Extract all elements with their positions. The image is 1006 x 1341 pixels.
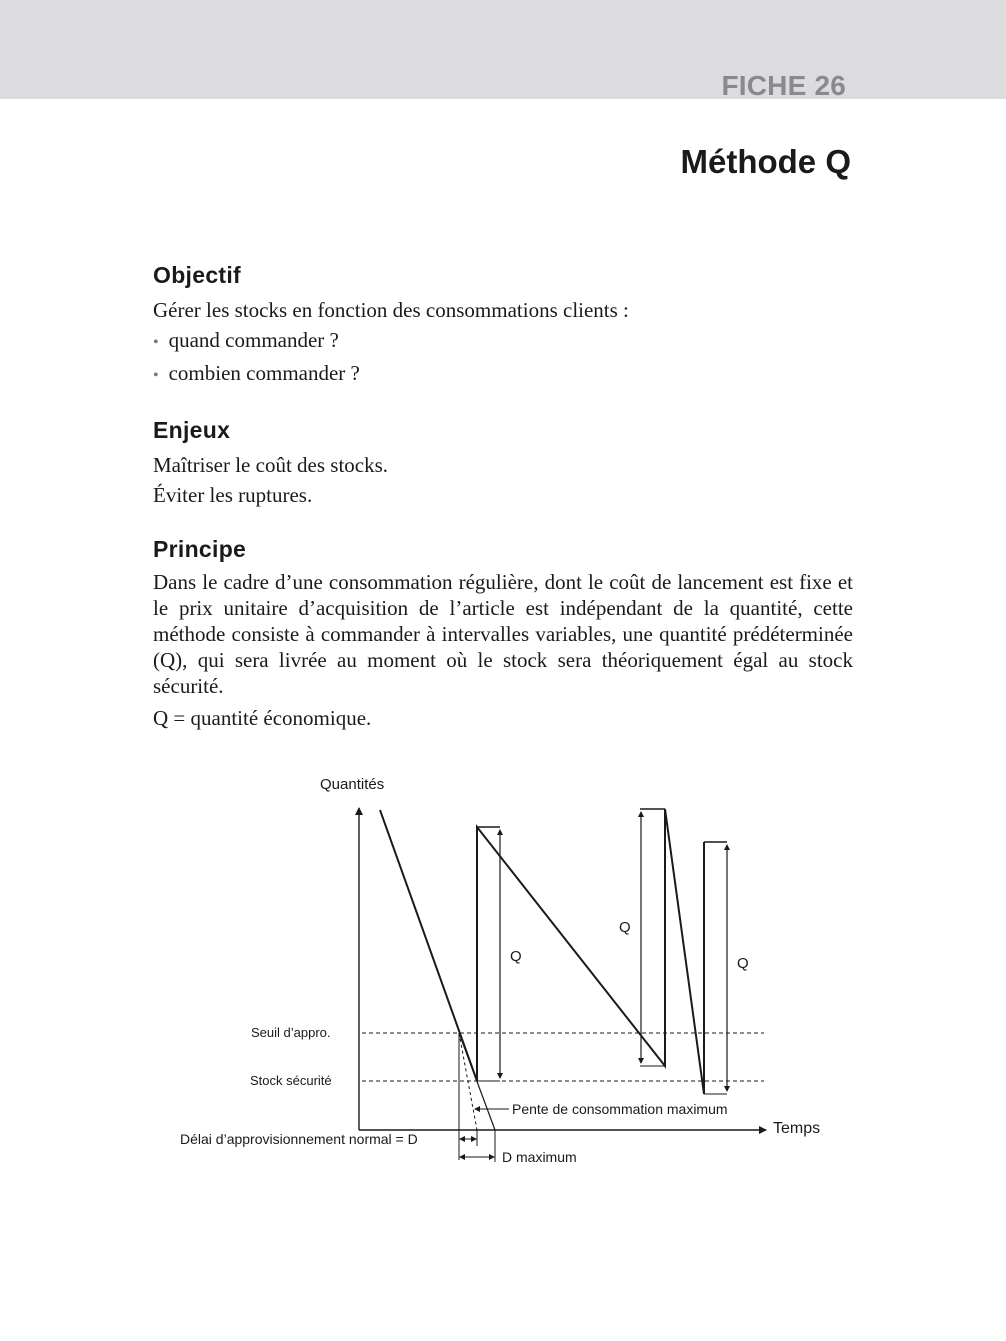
bullet-icon: • (153, 334, 159, 351)
pente-label: Pente de consommation maximum (512, 1101, 728, 1117)
enjeux-line: Éviter les ruptures. (153, 483, 313, 507)
stock-securite-label: Stock sécurité (250, 1073, 332, 1088)
max-slope (459, 1033, 495, 1130)
x-axis-label: Temps (773, 1120, 821, 1137)
list-item (153, 358, 853, 391)
objectif-heading: Objectif (153, 262, 242, 288)
fiche-number: FICHE 26 (721, 70, 846, 101)
main-content (153, 262, 853, 759)
section-objectif (153, 262, 853, 391)
q-label: Q (510, 948, 522, 965)
stock-level-line (380, 809, 704, 1094)
objectif-bullets (153, 325, 853, 391)
y-axis-label: Quantités (320, 776, 385, 793)
bullet-text: combien commander ? (168, 361, 360, 385)
delai-label: Délai d’approvisionnement normal = D (180, 1131, 418, 1147)
principe-formula: Q = quantité économique. (153, 706, 372, 730)
section-enjeux (153, 417, 853, 510)
principe-paragraph: Dans le cadre d’une consommation régulière, dont le coût de lancement est fixe et le prix unitaire d’acquisition de l’article est indépendant de la quantité, cette méthode consiste à commander à intervalles variables, une quantité prédéterminée (Q), qui sera livrée au moment où le stock sera théoriquement égal au stock sécurité. (153, 570, 853, 698)
q-label: Q (737, 955, 749, 972)
objectif-intro: Gérer les stocks en fonction des consommations clients : (153, 298, 629, 322)
header-band (0, 0, 1006, 99)
bullet-text: quand commander ? (168, 328, 339, 352)
enjeux-line: Maîtriser le coût des stocks. (153, 453, 389, 477)
dashed-slope (459, 1033, 477, 1130)
list-item (153, 325, 853, 358)
section-principe (153, 536, 853, 733)
bullet-icon: • (153, 367, 159, 384)
enjeux-heading: Enjeux (153, 417, 231, 443)
page-title: Méthode Q (680, 143, 851, 180)
principe-heading: Principe (153, 536, 247, 562)
dmax-label: D maximum (502, 1149, 577, 1165)
seuil-label: Seuil d’appro. (251, 1025, 331, 1040)
q-label: Q (619, 919, 631, 936)
